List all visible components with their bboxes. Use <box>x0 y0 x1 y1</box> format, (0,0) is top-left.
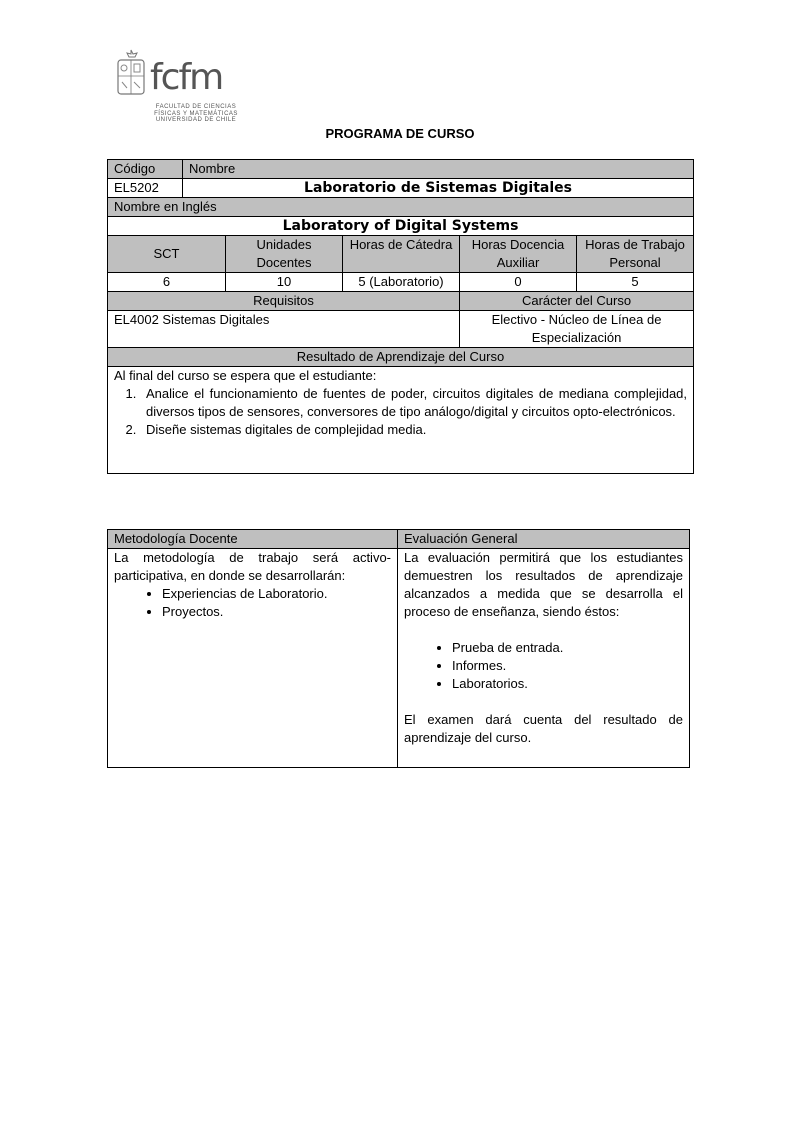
requirements-label: Requisitos <box>108 292 460 311</box>
list-item: • Experiencias de Laboratorio. <box>162 585 391 603</box>
hours-header-personal: Horas de Trabajo Personal <box>577 236 694 273</box>
course-code: EL5202 <box>108 179 183 198</box>
methodology-evaluation-table <box>107 529 690 768</box>
list-item: • Informes. <box>452 657 683 675</box>
hours-header-sct: SCT <box>108 236 226 273</box>
evaluation-list <box>404 639 683 693</box>
course-name: Laboratorio de Sistemas Digitales <box>183 179 694 198</box>
outcomes-list <box>114 385 687 439</box>
methodology-content <box>108 549 398 768</box>
logo-wordmark: fcfm <box>150 57 223 98</box>
hours-header-unidades: Unidades Docentes <box>226 236 343 273</box>
name-label: Nombre <box>183 160 694 179</box>
evaluation-closing: El examen dará cuenta del resultado de aprendizaje del curso. <box>404 712 683 745</box>
list-item: 1. Analice el funcionamiento de fuentes de poder, circuitos digitales de mediana complejidad, diversos tipos de sensores, conversores de tipo análogo/digital y circuitos opto-electrónicos. <box>140 385 687 421</box>
evaluation-text: La evaluación permitirá que los estudiantes demuestren los resultados de aprendizaje alcanzados a medida que se desarrolla el proceso de enseñanza, siendo éstos: <box>404 550 683 619</box>
methodology-text: La metodología de trabajo será activo-participativa, en donde se desarrollarán: <box>114 550 391 583</box>
list-item: • Laboratorios. <box>452 675 683 693</box>
hours-value-catedra: 5 (Laboratorio) <box>343 273 460 292</box>
hours-header-catedra: Horas de Cátedra <box>343 236 460 273</box>
methodology-list <box>114 585 391 621</box>
hours-value-auxiliar: 0 <box>460 273 577 292</box>
requirements-value: EL4002 Sistemas Digitales <box>108 311 460 348</box>
character-label: Carácter del Curso <box>460 292 694 311</box>
list-item: • Prueba de entrada. <box>452 639 683 657</box>
hours-header-auxiliar: Horas Docencia Auxiliar <box>460 236 577 273</box>
methodology-label: Metodología Docente <box>108 530 398 549</box>
list-item: 2. Diseñe sistemas digitales de complejidad media. <box>140 421 687 439</box>
logo-subtitle: FACULTAD DE CIENCIAS FÍSICAS Y MATEMÁTICAS UNIVERSIDAD DE CHILE <box>154 104 238 123</box>
character-value: Electivo - Núcleo de Línea de Especialización <box>460 311 694 348</box>
evaluation-content <box>398 549 690 768</box>
list-item: • Proyectos. <box>162 603 391 621</box>
outcomes-intro: Al final del curso se espera que el estudiante: <box>114 368 377 383</box>
outcomes-content <box>108 367 694 474</box>
evaluation-label: Evaluación General <box>398 530 690 549</box>
course-info-table <box>107 159 694 474</box>
code-label: Código <box>108 160 183 179</box>
outcomes-label: Resultado de Aprendizaje del Curso <box>108 348 694 367</box>
hours-value-unidades: 10 <box>226 273 343 292</box>
hours-value-sct: 6 <box>108 273 226 292</box>
fcfm-logo <box>112 46 242 130</box>
page-title: PROGRAMA DE CURSO <box>325 126 475 141</box>
english-name-label: Nombre en Inglés <box>108 198 694 217</box>
english-name: Laboratory of Digital Systems <box>108 217 694 236</box>
university-crest-icon <box>114 48 148 100</box>
hours-value-personal: 5 <box>577 273 694 292</box>
